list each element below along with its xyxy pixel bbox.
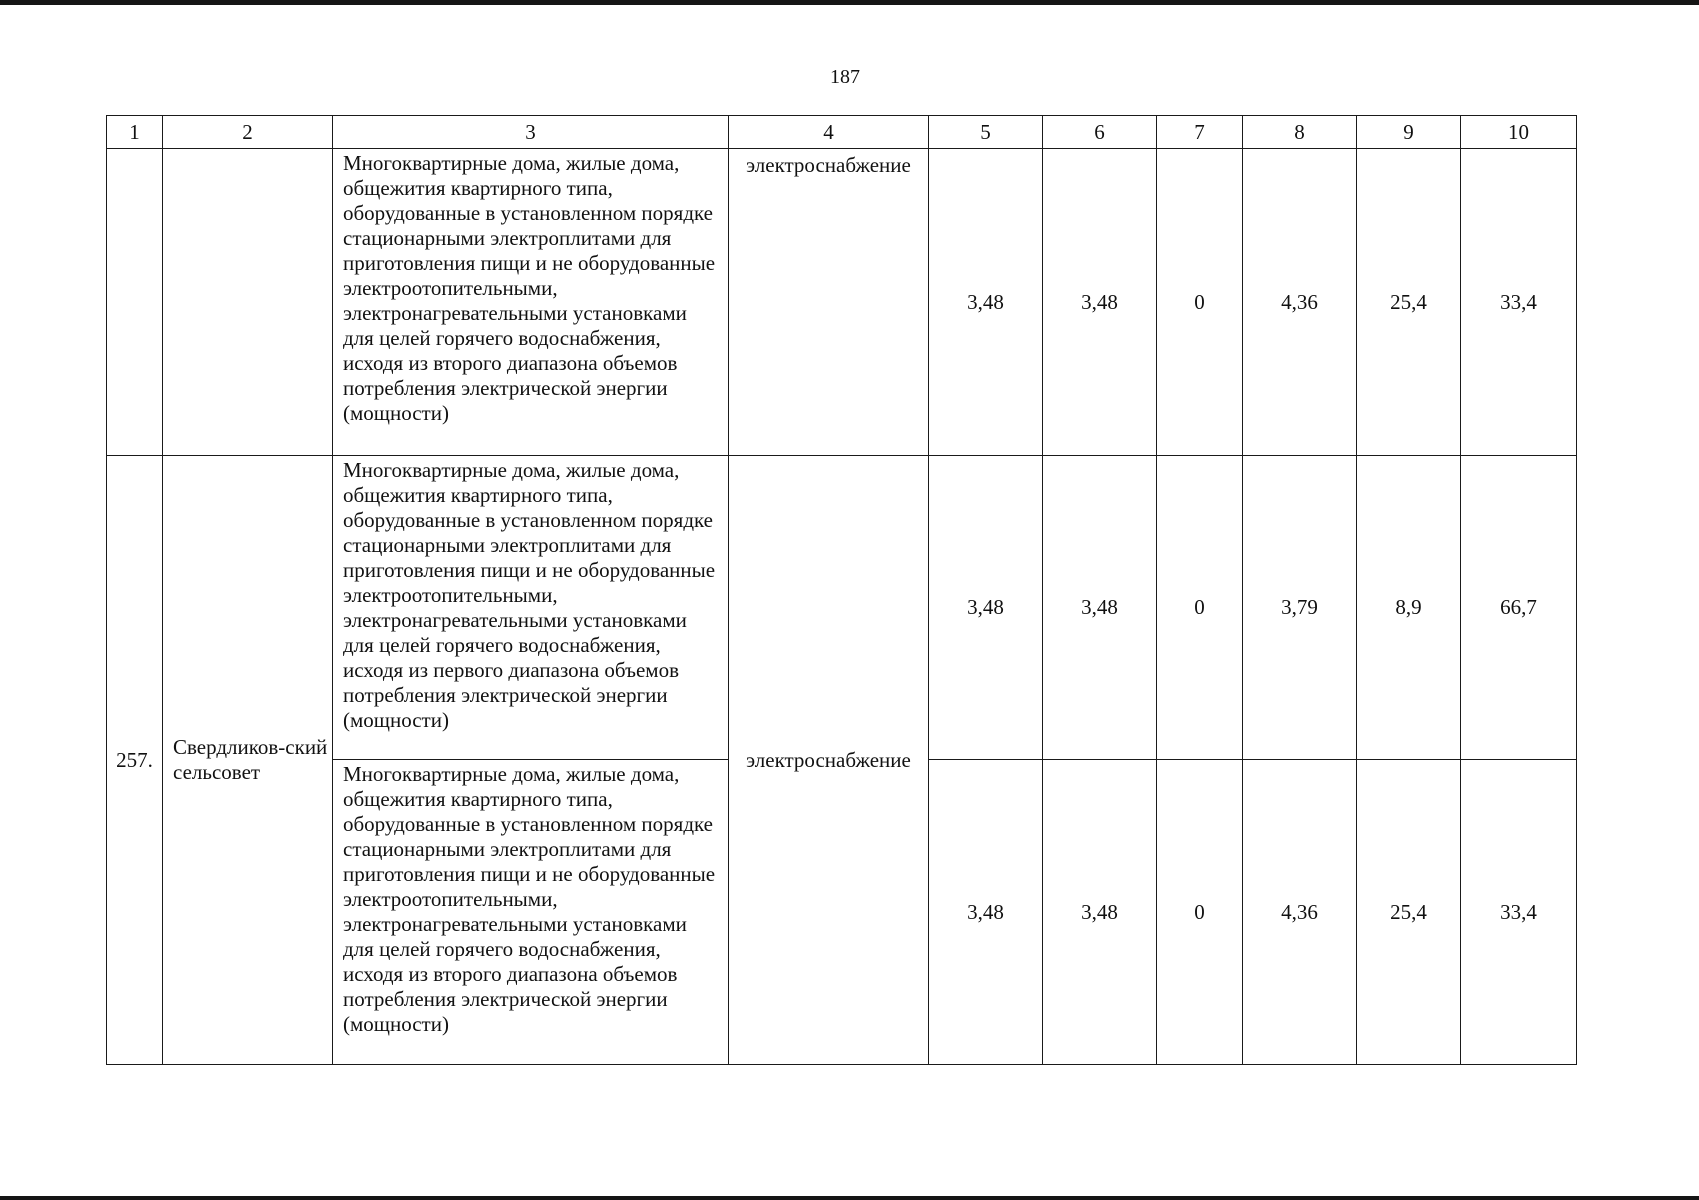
value-cell-col8: 3,79 <box>1243 456 1357 760</box>
value-cell-col6: 3,48 <box>1043 760 1157 1065</box>
header-cell: 9 <box>1357 116 1461 149</box>
table-row <box>107 149 1577 456</box>
value-cell-col5: 3,48 <box>929 456 1043 760</box>
row-number-cell <box>107 149 163 456</box>
service-type-cell: электроснабжение <box>729 456 929 1065</box>
value-cell-col7: 0 <box>1157 760 1243 1065</box>
value-cell-col9: 25,4 <box>1357 760 1461 1065</box>
municipality-cell <box>163 149 333 456</box>
tariff-table <box>106 115 1577 1065</box>
header-cell: 10 <box>1461 116 1577 149</box>
value-cell-col5: 3,48 <box>929 149 1043 456</box>
header-cell: 2 <box>163 116 333 149</box>
table-header-row <box>107 116 1577 149</box>
service-type-cell: электроснабжение <box>729 149 929 456</box>
value-cell-col7: 0 <box>1157 456 1243 760</box>
header-cell: 1 <box>107 116 163 149</box>
municipality-cell: Свердликов-ский сельсовет <box>163 456 333 1065</box>
value-cell-col10: 33,4 <box>1461 149 1577 456</box>
category-description-cell: Многоквартирные дома, жилые дома, общежития квартирного типа, оборудованные в установленном порядке стационарными электроплитами для приготовления пищи и не оборудованные электроотопительными, электронагревательными установками для целей горячего водоснабжения, исходя из первого диапазона объемов потребления электрической энергии (мощности) <box>333 456 729 760</box>
value-cell-col10: 66,7 <box>1461 456 1577 760</box>
value-cell-col8: 4,36 <box>1243 760 1357 1065</box>
scan-edge-bottom <box>0 1196 1699 1200</box>
header-cell: 5 <box>929 116 1043 149</box>
category-description-cell: Многоквартирные дома, жилые дома, общежития квартирного типа, оборудованные в установленном порядке стационарными электроплитами для приготовления пищи и не оборудованные электроотопительными, электронагревательными установками для целей горячего водоснабжения, исходя из второго диапазона объемов потребления электрической энергии (мощности) <box>333 149 729 456</box>
value-cell-col6: 3,48 <box>1043 149 1157 456</box>
value-cell-col9: 8,9 <box>1357 456 1461 760</box>
table-row <box>107 456 1577 760</box>
value-cell-col9: 25,4 <box>1357 149 1461 456</box>
value-cell-col8: 4,36 <box>1243 149 1357 456</box>
header-cell: 8 <box>1243 116 1357 149</box>
header-cell: 6 <box>1043 116 1157 149</box>
value-cell-col6: 3,48 <box>1043 456 1157 760</box>
value-cell-col7: 0 <box>1157 149 1243 456</box>
header-cell: 7 <box>1157 116 1243 149</box>
value-cell-col5: 3,48 <box>929 760 1043 1065</box>
scan-edge-top <box>0 0 1699 5</box>
page-number: 187 <box>830 66 860 88</box>
value-cell-col10: 33,4 <box>1461 760 1577 1065</box>
header-cell: 4 <box>729 116 929 149</box>
category-description-cell: Многоквартирные дома, жилые дома, общежития квартирного типа, оборудованные в установленном порядке стационарными электроплитами для приготовления пищи и не оборудованные электроотопительными, электронагревательными установками для целей горячего водоснабжения, исходя из второго диапазона объемов потребления электрической энергии (мощности) <box>333 760 729 1065</box>
row-number-cell: 257. <box>107 456 163 1065</box>
header-cell: 3 <box>333 116 729 149</box>
